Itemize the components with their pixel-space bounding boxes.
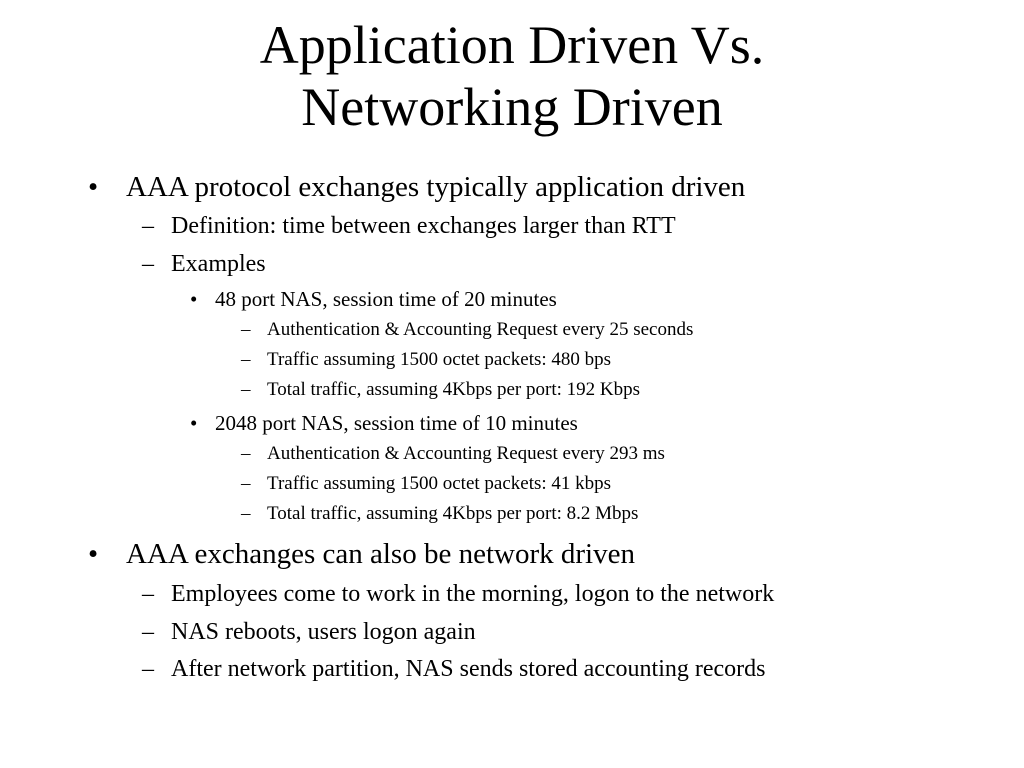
dash-marker: – xyxy=(241,319,251,340)
example-text: 48 port NAS, session time of 20 minutes xyxy=(215,287,557,311)
dash-marker: – xyxy=(241,443,251,464)
bullet-text: AAA protocol exchanges typically application driven xyxy=(126,171,746,203)
slide-title-line-1: Application Driven Vs. xyxy=(259,15,765,75)
dash-marker: – xyxy=(142,581,154,607)
dash-marker: – xyxy=(142,213,154,239)
detail-text: Authentication & Accounting Request every 293 ms xyxy=(267,443,665,464)
slide-title-line-2: Networking Driven xyxy=(301,77,723,137)
example-text: 2048 port NAS, session time of 10 minutes xyxy=(215,411,578,435)
detail-text: Traffic assuming 1500 octet packets: 41 kbps xyxy=(267,473,612,494)
dash-marker: – xyxy=(241,503,251,524)
dash-marker: – xyxy=(241,473,251,494)
dash-marker: – xyxy=(241,349,251,370)
sub-bullet-text: Employees come to work in the morning, logon to the network xyxy=(171,581,775,607)
bullet-marker: • xyxy=(190,287,198,311)
dash-marker: – xyxy=(142,251,154,277)
bullet-marker: • xyxy=(88,171,99,203)
dash-marker: – xyxy=(142,619,154,645)
bullet-text: AAA exchanges can also be network driven xyxy=(126,538,635,570)
detail-text: Total traffic, assuming 4Kbps per port: 8.2 Mbps xyxy=(267,503,639,524)
sub-bullet-text: NAS reboots, users logon again xyxy=(171,619,476,645)
bullet-marker: • xyxy=(190,411,198,435)
sub-bullet-text: Examples xyxy=(171,251,266,277)
sub-bullet-text: Definition: time between exchanges larger than RTT xyxy=(171,213,676,239)
detail-text: Total traffic, assuming 4Kbps per port: 192 Kbps xyxy=(267,379,640,400)
bullet-marker: • xyxy=(88,538,99,570)
detail-text: Authentication & Accounting Request every 25 seconds xyxy=(267,319,694,340)
dash-marker: – xyxy=(241,379,251,400)
sub-bullet-text: After network partition, NAS sends stored accounting records xyxy=(171,656,766,682)
dash-marker: – xyxy=(142,656,154,682)
detail-text: Traffic assuming 1500 octet packets: 480 bps xyxy=(267,349,612,370)
